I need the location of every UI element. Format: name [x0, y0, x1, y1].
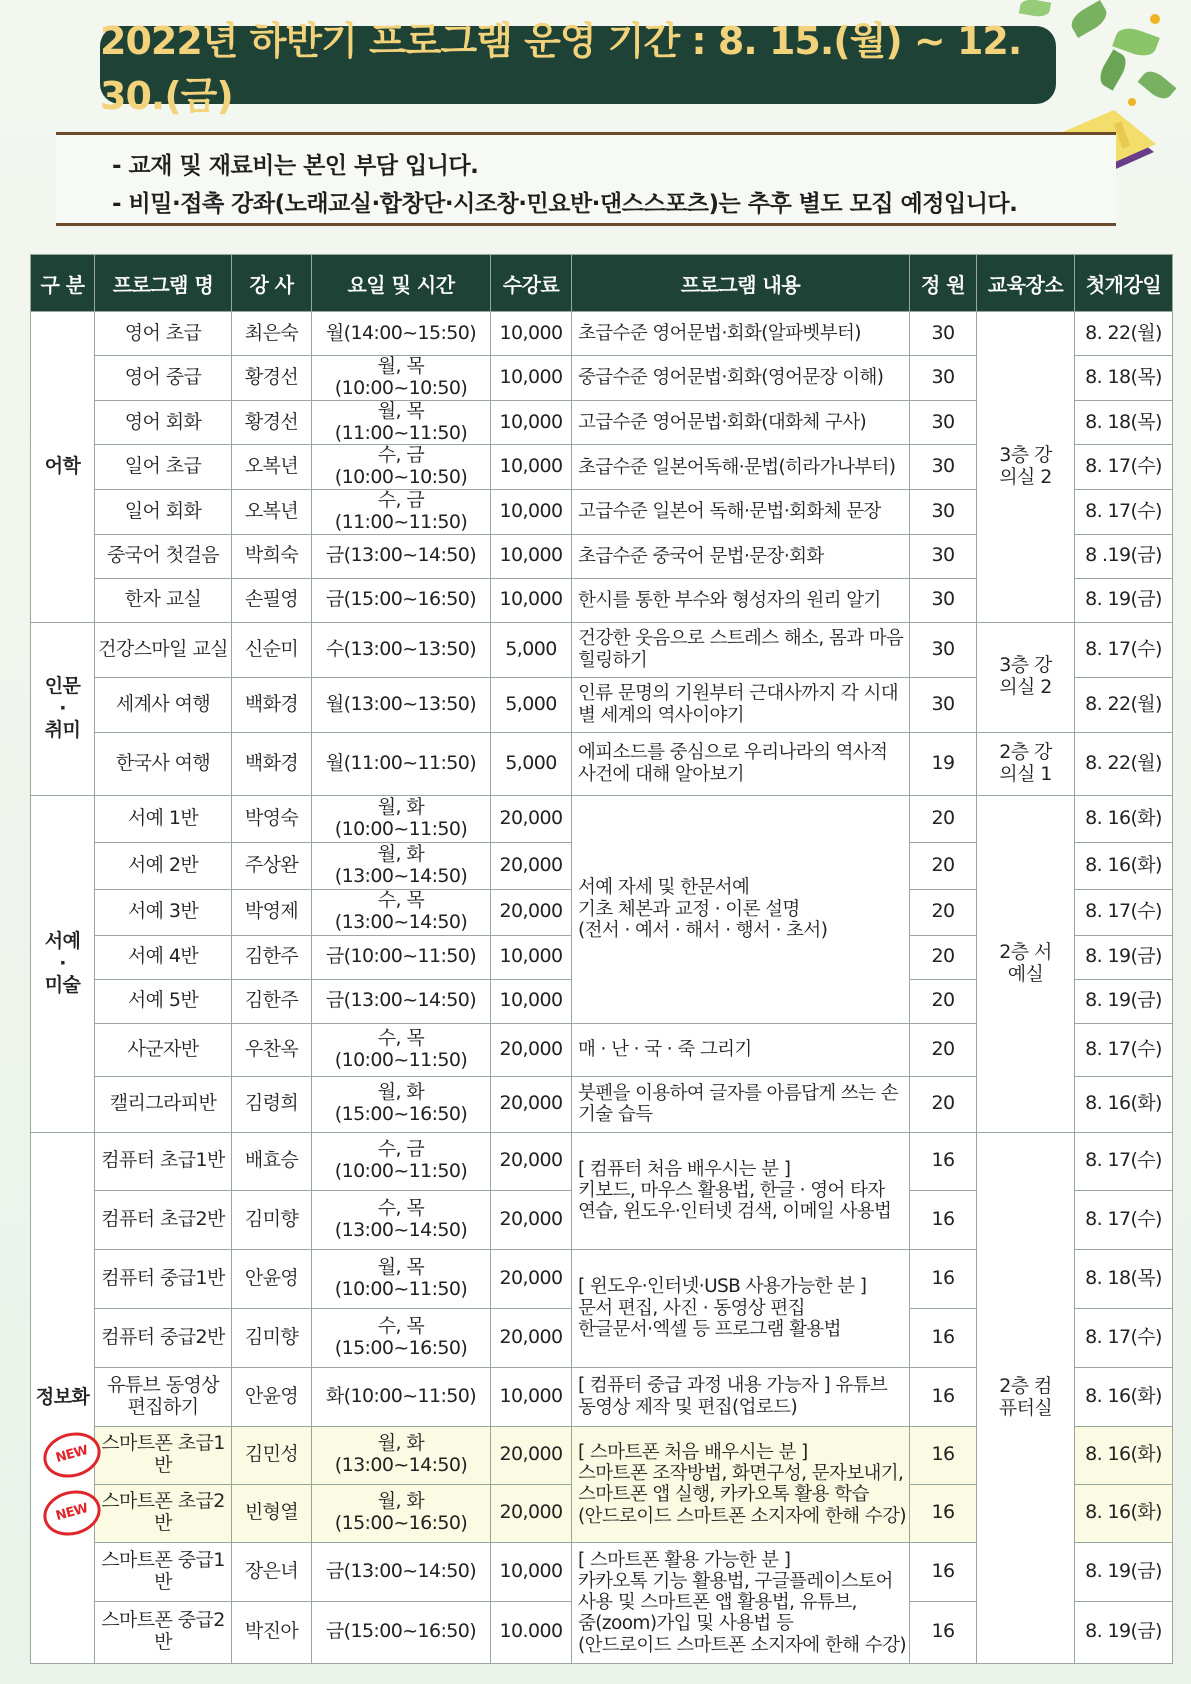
program-content: 초급수준 영어문법·회화(알파벳부터) — [572, 312, 910, 356]
fee: 20,000 — [491, 1249, 572, 1308]
fee: 20,000 — [491, 1190, 572, 1249]
program-content: [ 컴퓨터 중급 과정 내용 가능자 ] 유튜브 동영상 제작 및 편집(업로드) — [572, 1367, 910, 1426]
instructor: 오복년 — [232, 490, 312, 535]
capacity: 20 — [910, 935, 977, 979]
schedule: 수, 목(13:00~14:50) — [312, 1190, 491, 1249]
fee: 20,000 — [491, 1308, 572, 1367]
fee: 20,000 — [491, 795, 572, 842]
first-class-date: 8. 19(금) — [1075, 578, 1173, 622]
category-line: · — [59, 951, 66, 974]
table-row — [31, 795, 1173, 842]
program-content: 중급수준 영어문법·회화(영어문장 이해) — [572, 356, 910, 401]
first-class-date: 8. 16(화) — [1075, 1426, 1173, 1484]
program-name: 서예 3반 — [95, 889, 232, 935]
fee: 20,000 — [491, 889, 572, 935]
capacity: 30 — [910, 622, 977, 677]
leaf-decoration — [1095, 49, 1130, 90]
fee: 5,000 — [491, 677, 572, 732]
category-line: · — [59, 696, 66, 719]
instructor: 백화경 — [232, 732, 312, 795]
content-line: [ 윈도우·인터넷·USB 사용가능한 분 ] — [578, 1276, 867, 1298]
first-class-date: 8. 17(수) — [1075, 1132, 1173, 1190]
schedule: 월, 목(10:00~10:50) — [312, 356, 491, 401]
schedule: 금(13:00~14:50) — [312, 1542, 491, 1601]
program-name: 건강스마일 교실 — [95, 622, 232, 677]
capacity: 16 — [910, 1249, 977, 1308]
program-name: 사군자반 — [95, 1023, 232, 1076]
location — [977, 1132, 1075, 1663]
capacity: 30 — [910, 534, 977, 578]
location — [977, 312, 1075, 623]
content-line: [ 스마트폰 활용 가능한 분 ] — [578, 1549, 791, 1571]
dot-decoration — [1150, 14, 1160, 24]
new-badge: NEW — [38, 1426, 105, 1484]
program-name: 영어 중급 — [95, 356, 232, 401]
program-name: 일어 초급 — [95, 445, 232, 490]
fee: 10,000 — [491, 534, 572, 578]
program-content — [572, 1542, 910, 1663]
first-class-date: 8. 19(금) — [1075, 1542, 1173, 1601]
program-name: 영어 초급 — [95, 312, 232, 356]
instructor: 박영제 — [232, 889, 312, 935]
instructor: 장은녀 — [232, 1542, 312, 1601]
schedule: 수, 금(11:00~11:50) — [312, 490, 491, 535]
period-banner: 2022년 하반기 프로그램 운영 기간 : 8. 15.(월) ~ 12. 30.(금) — [100, 26, 1056, 104]
header-category: 구 분 — [31, 255, 95, 312]
capacity: 30 — [910, 312, 977, 356]
instructor: 배효승 — [232, 1132, 312, 1190]
program-name: 컴퓨터 중급1반 — [95, 1249, 232, 1308]
capacity: 30 — [910, 677, 977, 732]
notice-line: - 비밀·접촉 강좌(노래교실·합창단·시조창·민요반·댄스스포츠)는 추후 별도 모집 예정입니다. — [112, 191, 1018, 217]
capacity: 20 — [910, 1023, 977, 1076]
program-name: 스마트폰 중급2반 — [95, 1601, 232, 1663]
instructor: 박진아 — [232, 1601, 312, 1663]
capacity: 30 — [910, 356, 977, 401]
instructor: 주상완 — [232, 842, 312, 889]
table-header-row — [31, 255, 1173, 312]
instructor: 오복년 — [232, 445, 312, 490]
program-name: 컴퓨터 초급1반 — [95, 1132, 232, 1190]
program-name — [54, 1426, 232, 1484]
table-row — [31, 622, 1173, 677]
first-class-date: 8. 16(화) — [1075, 1484, 1173, 1542]
category-it: 정보화 — [31, 1132, 95, 1663]
category-line: 인문 — [44, 674, 81, 697]
capacity: 30 — [910, 490, 977, 535]
program-table-wrapper — [30, 254, 1172, 1674]
program-name: 한국사 여행 — [95, 732, 232, 795]
capacity: 20 — [910, 979, 977, 1023]
fee: 10.000 — [491, 1601, 572, 1663]
category-line: 미술 — [44, 973, 81, 996]
program-content: 인류 문명의 기원부터 근대사까지 각 시대별 세계의 역사이야기 — [572, 677, 910, 732]
program-name: 캘리그라피반 — [95, 1076, 232, 1132]
leaf-decoration — [1138, 66, 1177, 103]
program-content: 매 · 난 · 국 · 죽 그리기 — [572, 1023, 910, 1076]
instructor: 박희숙 — [232, 534, 312, 578]
fee: 10,000 — [491, 979, 572, 1023]
instructor: 황경선 — [232, 356, 312, 401]
schedule: 월, 화(15:00~16:50) — [312, 1484, 491, 1542]
header-program-name: 프로그램 명 — [95, 255, 232, 312]
first-class-date: 8. 17(수) — [1075, 490, 1173, 535]
instructor: 김미향 — [232, 1190, 312, 1249]
fee: 10,000 — [491, 490, 572, 535]
capacity: 19 — [910, 732, 977, 795]
location — [977, 795, 1075, 1132]
program-name: 유튜브 동영상 편집하기 — [95, 1367, 232, 1426]
schedule: 화(10:00~11:50) — [312, 1367, 491, 1426]
program-content: 에피소드를 중심으로 우리나라의 역사적 사건에 대해 알아보기 — [572, 732, 910, 795]
leaf-decoration — [1067, 0, 1111, 38]
schedule: 금(13:00~14:50) — [312, 979, 491, 1023]
content-line: 키보드, 마우스 활용법, 한글 · 영어 타자 — [578, 1180, 885, 1202]
capacity: 16 — [910, 1367, 977, 1426]
content-line: 스마트폰 조작방법, 화면구성, 문자보내기, — [578, 1462, 904, 1484]
header-capacity: 정 원 — [910, 255, 977, 312]
fee: 10,000 — [491, 312, 572, 356]
location — [977, 732, 1075, 795]
first-class-date: 8. 18(목) — [1075, 356, 1173, 401]
first-class-date: 8. 16(화) — [1075, 1367, 1173, 1426]
instructor: 황경선 — [232, 400, 312, 445]
first-class-date: 8. 16(화) — [1075, 842, 1173, 889]
capacity: 20 — [910, 889, 977, 935]
capacity: 16 — [910, 1426, 977, 1484]
schedule: 월, 화(15:00~16:50) — [312, 1076, 491, 1132]
content-line: (안드로이드 스마트폰 소지자에 한해 수강) — [578, 1505, 906, 1527]
schedule: 월(14:00~15:50) — [312, 312, 491, 356]
new-badge: NEW — [38, 1484, 105, 1542]
content-line: 문서 편집, 사진 · 동영상 편집 — [578, 1297, 805, 1319]
fee: 10,000 — [491, 356, 572, 401]
capacity: 16 — [910, 1542, 977, 1601]
program-content: 붓펜을 이용하여 글자를 아름답게 쓰는 손기술 습득 — [572, 1076, 910, 1132]
program-name: 서예 5반 — [95, 979, 232, 1023]
schedule: 수, 목(10:00~11:50) — [312, 1023, 491, 1076]
category-line: 서예 — [44, 929, 81, 952]
fee: 5,000 — [491, 622, 572, 677]
schedule: 금(15:00~16:50) — [312, 1601, 491, 1663]
table-row — [31, 312, 1173, 356]
program-content: 초급수준 중국어 문법·문장·회화 — [572, 534, 910, 578]
instructor: 김한주 — [232, 935, 312, 979]
program-name: 한자 교실 — [95, 578, 232, 622]
fee: 20,000 — [491, 1023, 572, 1076]
fee: 10,000 — [491, 400, 572, 445]
content-line: 기초 체본과 교정 · 이론 설명 — [578, 898, 800, 920]
table-row — [31, 1132, 1173, 1190]
capacity: 16 — [910, 1601, 977, 1663]
category-calligraphy-art — [31, 795, 95, 1132]
first-class-date: 8. 22(월) — [1075, 732, 1173, 795]
schedule: 수, 금(10:00~11:50) — [312, 1132, 491, 1190]
schedule: 금(15:00~16:50) — [312, 578, 491, 622]
program-name: 세계사 여행 — [95, 677, 232, 732]
table-row — [31, 732, 1173, 795]
schedule: 금(13:00~14:50) — [312, 534, 491, 578]
category-language: 어학 — [31, 312, 95, 623]
program-name: 컴퓨터 초급2반 — [95, 1190, 232, 1249]
first-class-date: 8. 17(수) — [1075, 1190, 1173, 1249]
instructor: 안윤영 — [232, 1249, 312, 1308]
notice-line: - 교재 및 재료비는 본인 부담 입니다. — [112, 153, 479, 179]
program-table — [30, 254, 1173, 1664]
header-fee: 수강료 — [491, 255, 572, 312]
instructor: 박영숙 — [232, 795, 312, 842]
schedule: 금(10:00~11:50) — [312, 935, 491, 979]
content-line: 한글문서·엑셀 등 프로그램 활용법 — [578, 1318, 841, 1340]
instructor: 안윤영 — [232, 1367, 312, 1426]
content-line: 연습, 윈도우·인터넷 검색, 이메일 사용법 — [578, 1201, 892, 1223]
location — [977, 622, 1075, 732]
schedule: 월(11:00~11:50) — [312, 732, 491, 795]
schedule: 월, 화(10:00~11:50) — [312, 795, 491, 842]
program-name: 중국어 첫걸음 — [95, 534, 232, 578]
schedule: 월(13:00~13:50) — [312, 677, 491, 732]
fee: 20,000 — [491, 842, 572, 889]
program-name: 스마트폰 중급1반 — [95, 1542, 232, 1601]
program-name: 컴퓨터 중급2반 — [95, 1308, 232, 1367]
program-content — [572, 795, 910, 1023]
instructor: 김미향 — [232, 1308, 312, 1367]
location-text: 2층 강의실 1 — [999, 740, 1052, 785]
fee: 10,000 — [491, 1367, 572, 1426]
fee: 20,000 — [491, 1484, 572, 1542]
first-class-date: 8. 16(화) — [1075, 795, 1173, 842]
schedule: 수, 금(10:00~10:50) — [312, 445, 491, 490]
program-name: 영어 회화 — [95, 400, 232, 445]
program-name-text: 스마트폰 초급1반 — [101, 1432, 225, 1477]
fee: 20,000 — [491, 1132, 572, 1190]
first-class-date: 8. 17(수) — [1075, 1023, 1173, 1076]
capacity: 20 — [910, 842, 977, 889]
program-name: 일어 회화 — [95, 490, 232, 535]
program-content: 고급수준 영어문법·회화(대화체 구사) — [572, 400, 910, 445]
first-class-date: 8. 17(수) — [1075, 622, 1173, 677]
fee: 10,000 — [491, 578, 572, 622]
first-class-date: 8. 19(금) — [1075, 935, 1173, 979]
category-humanities — [31, 622, 95, 795]
content-line: 스마트폰 앱 실행, 카카오톡 활용 학습 — [578, 1484, 869, 1506]
program-content — [572, 1249, 910, 1367]
location-text: 2층 컴퓨터실 — [998, 1374, 1053, 1419]
location-text: 3층 강의실 2 — [999, 444, 1052, 488]
content-line: (안드로이드 스마트폰 소지자에 한해 수강) — [578, 1634, 906, 1656]
first-class-date: 8. 18(목) — [1075, 1249, 1173, 1308]
fee: 10,000 — [491, 935, 572, 979]
capacity: 16 — [910, 1132, 977, 1190]
fee: 10,000 — [491, 1542, 572, 1601]
category-line: 취미 — [44, 718, 81, 741]
schedule: 수, 목(15:00~16:50) — [312, 1308, 491, 1367]
header-content: 프로그램 내용 — [572, 255, 910, 312]
program-name: 서예 1반 — [95, 795, 232, 842]
schedule: 수(13:00~13:50) — [312, 622, 491, 677]
fee: 20,000 — [491, 1426, 572, 1484]
fee: 5,000 — [491, 732, 572, 795]
content-line: 사용 및 스마트폰 앱 활용법, 유튜브, — [578, 1592, 857, 1614]
instructor: 손필영 — [232, 578, 312, 622]
header-first-class: 첫개강일 — [1075, 255, 1173, 312]
program-name: 서예 4반 — [95, 935, 232, 979]
capacity: 20 — [910, 795, 977, 842]
program-content — [572, 1132, 910, 1249]
program-content: 고급수준 일본어 독해·문법·회화체 문장 — [572, 490, 910, 535]
instructor: 최은숙 — [232, 312, 312, 356]
schedule: 월, 화(13:00~14:50) — [312, 842, 491, 889]
schedule: 월, 목(10:00~11:50) — [312, 1249, 491, 1308]
program-content — [572, 1426, 910, 1542]
capacity: 16 — [910, 1484, 977, 1542]
first-class-date: 8. 18(목) — [1075, 400, 1173, 445]
capacity: 30 — [910, 578, 977, 622]
schedule: 월, 화(13:00~14:50) — [312, 1426, 491, 1484]
header-schedule: 요일 및 시간 — [312, 255, 491, 312]
first-class-date: 8. 19(금) — [1075, 1601, 1173, 1663]
content-line: [ 컴퓨터 처음 배우시는 분 ] — [578, 1158, 791, 1180]
first-class-date: 8. 22(월) — [1075, 677, 1173, 732]
capacity: 20 — [910, 1076, 977, 1132]
program-name — [54, 1484, 232, 1542]
instructor: 백화경 — [232, 677, 312, 732]
capacity: 30 — [910, 445, 977, 490]
instructor: 우찬옥 — [232, 1023, 312, 1076]
notice-box — [56, 132, 1116, 226]
first-class-date: 8. 17(수) — [1075, 445, 1173, 490]
program-content: 초급수준 일본어독해·문법(히라가나부터) — [572, 445, 910, 490]
schedule: 수, 목(13:00~14:50) — [312, 889, 491, 935]
header-location: 교육장소 — [977, 255, 1075, 312]
header-instructor: 강 사 — [232, 255, 312, 312]
location-text: 3층 강의실 2 — [999, 654, 1052, 699]
first-class-date: 8. 17(수) — [1075, 1308, 1173, 1367]
content-line: (전서 · 예서 · 해서 · 행서 · 초서) — [578, 919, 828, 941]
capacity: 16 — [910, 1308, 977, 1367]
content-line: 카카오톡 기능 활용법, 구글플레이스토어 — [578, 1570, 893, 1592]
content-line: [ 스마트폰 처음 배우시는 분 ] — [578, 1441, 808, 1463]
capacity: 30 — [910, 400, 977, 445]
capacity: 16 — [910, 1190, 977, 1249]
content-line: 줌(zoom)가입 및 사용법 등 — [578, 1613, 794, 1635]
first-class-date: 8 .19(금) — [1075, 534, 1173, 578]
location-text: 2층 서예실 — [999, 940, 1052, 985]
instructor: 빈형열 — [232, 1484, 312, 1542]
program-name: 서예 2반 — [95, 842, 232, 889]
instructor: 김민성 — [232, 1426, 312, 1484]
first-class-date: 8. 17(수) — [1075, 889, 1173, 935]
fee: 10,000 — [491, 445, 572, 490]
schedule: 월, 목(11:00~11:50) — [312, 400, 491, 445]
first-class-date: 8. 22(월) — [1075, 312, 1173, 356]
first-class-date: 8. 19(금) — [1075, 979, 1173, 1023]
content-line: 서예 자세 및 한문서예 — [578, 877, 750, 899]
program-content: 건강한 웃음으로 스트레스 해소, 몸과 마음 힐링하기 — [572, 622, 910, 677]
first-class-date: 8. 16(화) — [1075, 1076, 1173, 1132]
instructor: 김령희 — [232, 1076, 312, 1132]
program-name-text: 스마트폰 초급2반 — [101, 1490, 225, 1535]
instructor: 신순미 — [232, 622, 312, 677]
program-content: 한시를 통한 부수와 형성자의 원리 알기 — [572, 578, 910, 622]
instructor: 김한주 — [232, 979, 312, 1023]
fee: 20,000 — [491, 1076, 572, 1132]
